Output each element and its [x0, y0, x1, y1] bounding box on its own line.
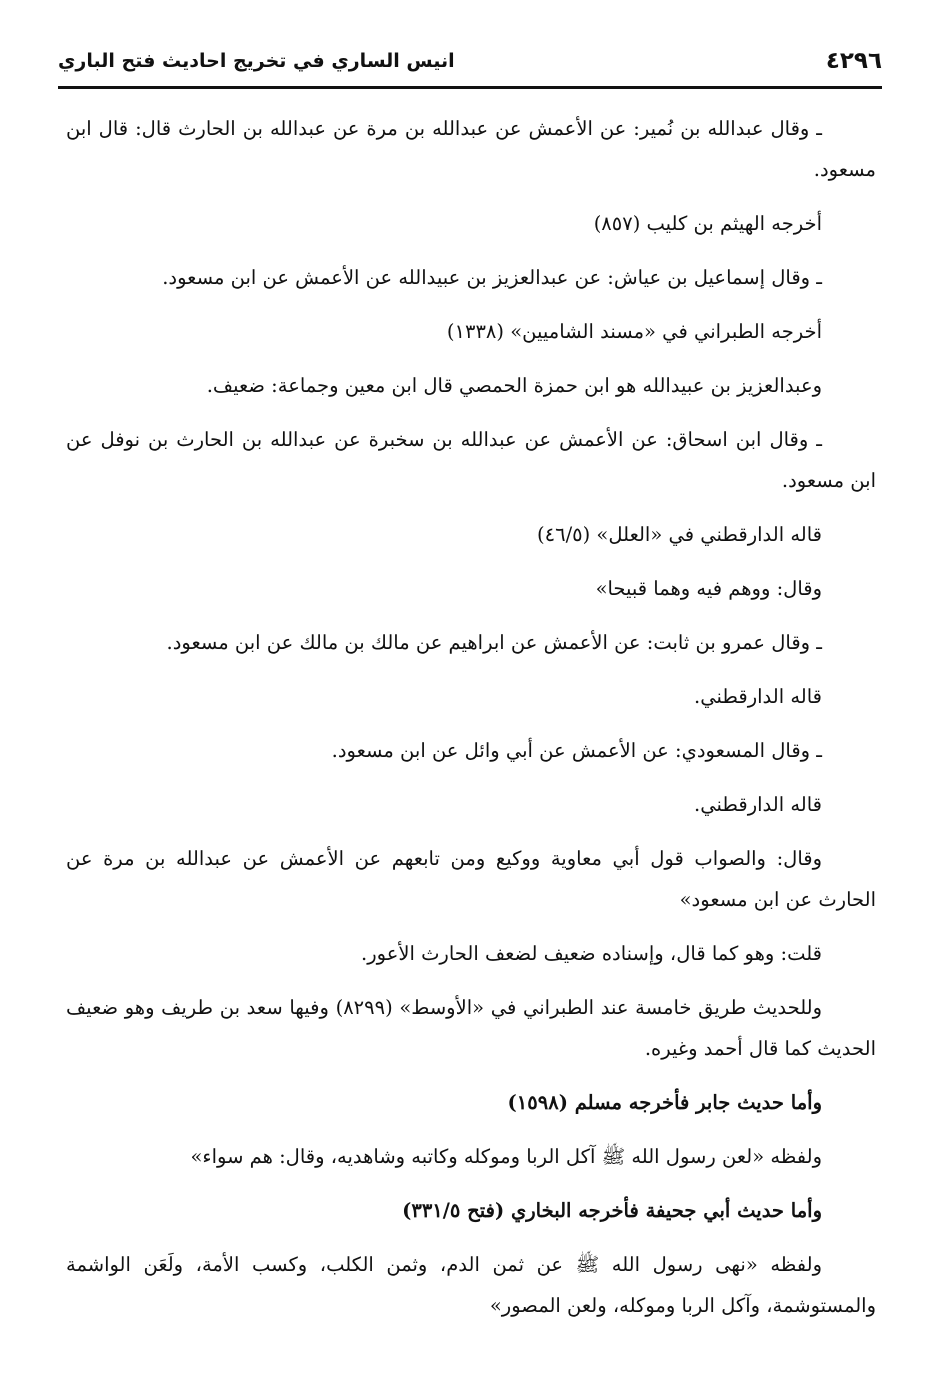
paragraph: أخرجه الطبراني في «مسند الشاميين» (١٣٣٨) — [446, 320, 822, 343]
paragraph: ـ وقال عمرو بن ثابت: عن الأعمش عن ابراهيم عن مالك بن مالك عن ابن مسعود. — [166, 631, 822, 654]
paragraph: قلت: وهو كما قال، وإسناده ضعيف لضعف الحارث الأعور. — [361, 942, 822, 965]
paragraph: قاله الدارقطني. — [694, 793, 822, 816]
paragraph: وقال: ووهم فيه وهما قبيحا» — [595, 577, 822, 600]
paragraph: ـ وقال المسعودي: عن الأعمش عن أبي وائل عن ابن مسعود. — [331, 739, 822, 762]
section-heading-abu-juhayfa: وأما حديث أبي جحيفة فأخرجه البخاري (فتح ٣٣١/٥) — [402, 1199, 822, 1222]
paragraph: ولفظه «لعن رسول الله ﷺ آكل الربا وموكله وكاتبه وشاهديه، وقال: هم سواء» — [190, 1145, 822, 1168]
page-header — [58, 46, 882, 89]
running-title: انيس الساري في تخريج احاديث فتح الباري — [58, 50, 455, 72]
paragraph: قاله الدارقطني. — [694, 685, 822, 708]
paragraph: ـ وقال ابن اسحاق: عن الأعمش عن عبدالله بن سخبرة عن عبدالله بن الحارث بن نوفل عن ابن مسعود. — [66, 428, 876, 492]
paragraph: وعبدالعزيز بن عبيدالله هو ابن حمزة الحمصي قال ابن معين وجماعة: ضعيف. — [206, 374, 822, 397]
paragraph: أخرجه الهيثم بن كليب (٨٥٧) — [593, 212, 822, 235]
page-number: ٤٢٩٦ — [825, 48, 882, 74]
page-body — [66, 108, 876, 1339]
paragraph: ولفظه «نهى رسول الله ﷺ عن ثمن الدم، وثمن الكلب، وكسب الأمة، ولَعَن الواشمة والمستوشمة، وآكل الربا وموكله، ولعن المصور» — [66, 1253, 876, 1317]
paragraph: ـ وقال إسماعيل بن عياش: عن عبدالعزيز بن عبيدالله عن الأعمش عن ابن مسعود. — [162, 266, 822, 289]
paragraph: وقال: والصواب قول أبي معاوية ووكيع ومن تابعهم عن الأعمش عن عبدالله بن مرة عن الحارث عن ابن مسعود» — [66, 847, 876, 911]
paragraph: ـ وقال عبدالله بن نُمير: عن الأعمش عن عبدالله بن مرة عن عبدالله بن الحارث قال: قال ابن مسعود. — [66, 117, 876, 181]
section-heading-jabir: وأما حديث جابر فأخرجه مسلم (١٥٩٨) — [507, 1091, 822, 1114]
paragraph: قاله الدارقطني في «العلل» (٤٦/٥) — [537, 523, 822, 546]
paragraph: وللحديث طريق خامسة عند الطبراني في «الأوسط» (٨٢٩٩) وفيها سعد بن طريف وهو ضعيف الحديث كما قال أحمد وغيره. — [66, 996, 876, 1060]
